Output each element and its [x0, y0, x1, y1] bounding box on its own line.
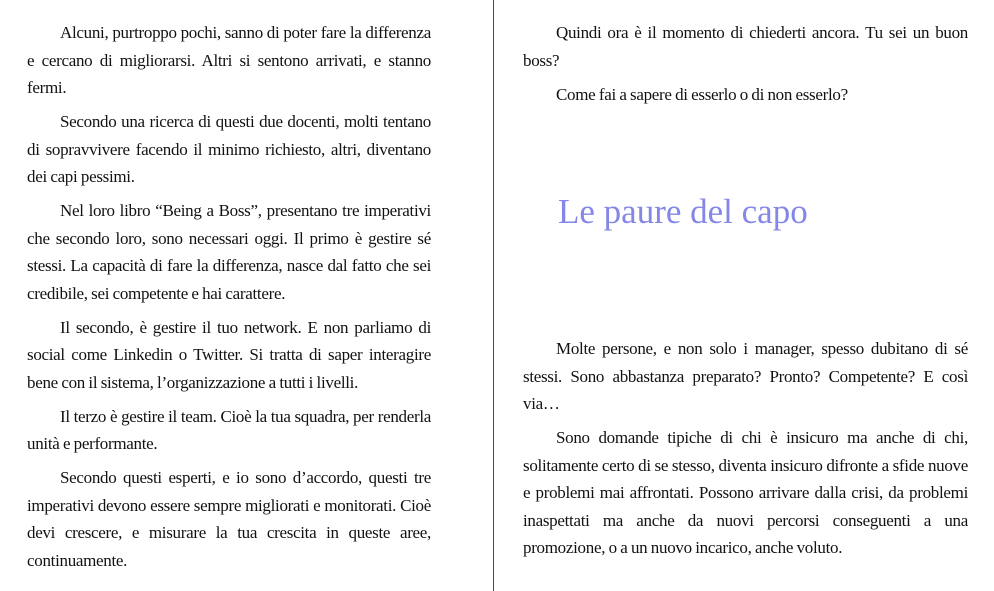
- paragraph: Il terzo è gestire il team. Cioè la tua squadra, per renderla unità e performante.: [27, 406, 431, 453]
- paragraph: Come fai a sapere di esserlo o di non esserlo?: [556, 84, 848, 104]
- paragraph: Secondo questi esperti, e io sono d’accordo, questi tre imperativi devono essere sempre migliorati e monitorati. Cioè devi crescere, e misurare la tua crescita in queste aree, continuamente.: [27, 468, 431, 570]
- left-page: [0, 0, 493, 591]
- right-page: [494, 0, 994, 591]
- paragraph: Secondo una ricerca di questi due docenti, molti tentano di sopravvivere facendo il minimo richiesto, altri, diventano dei capi pessimi.: [27, 112, 431, 186]
- paragraph: Nel loro libro “Being a Boss”, presentano tre imperativi che secondo loro, sono necessari oggi. Il primo è gestire sé stessi. La capacità di fare la differenza, nasce dal fatto che sei credibile, sei competente e hai carattere.: [27, 201, 431, 303]
- paragraph: Il secondo, è gestire il tuo network. E non parliamo di social come Linkedin o Twitter. Si tratta di saper interagire bene con il sistema, l’organizzazione a tutti i livelli.: [27, 317, 431, 392]
- paragraph: Sono domande tipiche di chi è insicuro ma anche di chi, solitamente certo di se stesso, diventa insicuro difronte a sfide nuove e problemi mai affrontati. Possono arrivare dalla crisi, da problemi inaspettati ma anche da nuovi percorsi conseguenti a una promozione, o a un nuovo incarico, anche voluto.: [523, 428, 968, 557]
- paragraph: Alcuni, purtroppo pochi, sanno di poter fare la differenza e cercano di migliorarsi. Altri si sentono arrivati, e stanno fermi.: [27, 23, 431, 97]
- paragraph: Quindi ora è il momento di chiederti ancora. Tu sei un buon boss?: [523, 23, 968, 70]
- chapter-heading: Le paure del capo: [558, 192, 808, 231]
- paragraph: Molte persone, e non solo i manager, spesso dubitano di sé stessi. Sono abbastanza preparato? Pronto? Competente? E così via…: [523, 339, 968, 413]
